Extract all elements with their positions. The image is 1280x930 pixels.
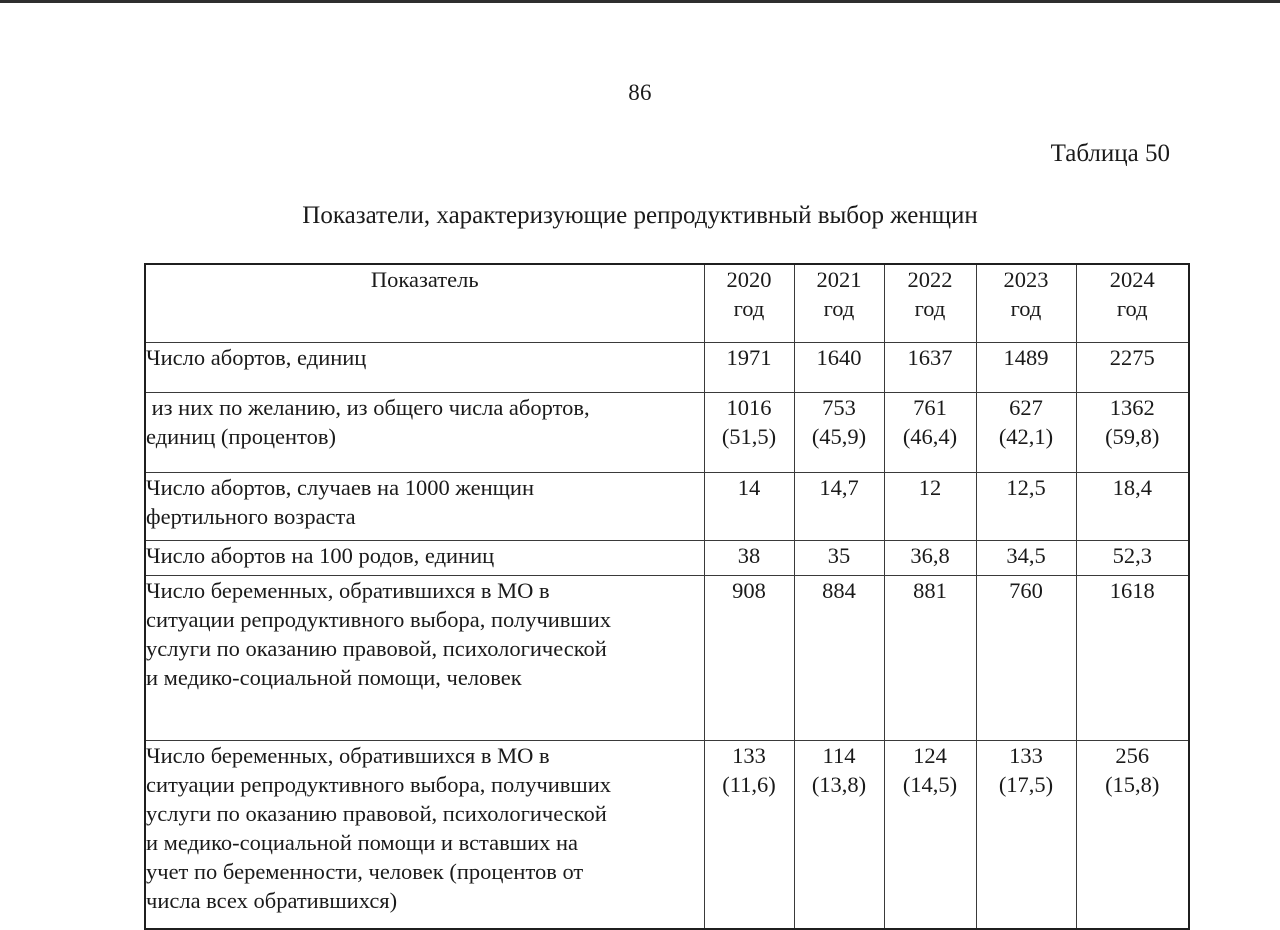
value-main: 908	[732, 578, 766, 603]
row-label-line: услуги по оказанию правовой, психологической	[146, 801, 607, 826]
indicators-table	[144, 263, 1190, 930]
value-main: 1618	[1109, 578, 1155, 603]
row-value-2022	[884, 541, 976, 576]
value-main: 18,4	[1112, 475, 1152, 500]
value-main: 52,3	[1112, 543, 1152, 568]
value-main: 1016	[726, 395, 772, 420]
column-header-year-2022	[884, 264, 976, 343]
row-value-2023	[976, 473, 1076, 541]
row-label	[145, 741, 704, 929]
row-value-2023	[976, 541, 1076, 576]
table-row	[145, 473, 1189, 541]
value-percent: (51,5)	[721, 424, 777, 449]
row-value-2021	[794, 393, 884, 473]
row-value-2020	[704, 473, 794, 541]
table-container	[144, 263, 1188, 930]
row-value-2024	[1076, 741, 1189, 929]
row-value-2020	[704, 541, 794, 576]
row-label	[145, 473, 704, 541]
table-row	[145, 393, 1189, 473]
value-main: 36,8	[910, 543, 950, 568]
row-value-2023	[976, 741, 1076, 929]
column-header-year-2021-unit: год	[823, 296, 855, 321]
value-main: 14,7	[819, 475, 859, 500]
row-label-line: ситуации репродуктивного выбора, получивших	[146, 607, 612, 632]
row-value-2021	[794, 541, 884, 576]
row-value-2020	[704, 343, 794, 393]
row-label-line: Число беременных, обратившихся в МО в	[146, 743, 550, 768]
value-main: 35	[827, 543, 851, 568]
row-label-line: и медико-социальной помощи, человек	[146, 665, 522, 690]
value-main: 2275	[1109, 345, 1155, 370]
value-main: 38	[737, 543, 761, 568]
column-header-year-2021	[794, 264, 884, 343]
page-number: 86	[628, 80, 652, 105]
column-header-year-2020-number: 2020	[726, 267, 772, 292]
column-header-year-2022-number: 2022	[907, 267, 953, 292]
row-label-line: Число абортов, единиц	[146, 345, 367, 370]
value-percent: (14,5)	[902, 772, 958, 797]
value-main: 761	[913, 395, 947, 420]
row-value-2024	[1076, 473, 1189, 541]
value-main: 760	[1009, 578, 1043, 603]
column-header-indicator: Показатель	[145, 264, 704, 343]
table-row	[145, 343, 1189, 393]
column-header-year-2024-unit: год	[1116, 296, 1148, 321]
value-main: 884	[822, 578, 856, 603]
value-main: 124	[913, 743, 947, 768]
value-percent: (59,8)	[1105, 424, 1160, 449]
row-value-2021	[794, 741, 884, 929]
value-percent: (46,4)	[902, 424, 958, 449]
row-value-2021	[794, 343, 884, 393]
value-main: 114	[822, 743, 856, 768]
value-main: 1637	[907, 345, 953, 370]
value-main: 12,5	[1006, 475, 1046, 500]
value-percent: (11,6)	[722, 772, 776, 797]
value-percent: (15,8)	[1105, 772, 1160, 797]
row-label-line: из них по желанию, из общего числа абортов,	[146, 395, 590, 420]
row-value-2021	[794, 576, 884, 741]
row-label	[145, 576, 704, 741]
row-label-line: ситуации репродуктивного выбора, получивших	[146, 772, 612, 797]
value-main: 627	[1009, 395, 1043, 420]
table-row	[145, 576, 1189, 741]
row-value-2022	[884, 741, 976, 929]
value-percent: (42,1)	[998, 424, 1054, 449]
column-header-year-2023	[976, 264, 1076, 343]
column-header-year-2024-number: 2024	[1109, 267, 1155, 292]
row-value-2020	[704, 741, 794, 929]
row-value-2024	[1076, 343, 1189, 393]
value-main: 753	[822, 395, 856, 420]
row-value-2022	[884, 576, 976, 741]
row-value-2022	[884, 393, 976, 473]
row-value-2020	[704, 576, 794, 741]
value-percent: (13,8)	[811, 772, 867, 797]
row-value-2022	[884, 343, 976, 393]
row-label-line: Число беременных, обратившихся в МО в	[146, 578, 550, 603]
row-label-line: числа всех обратившихся)	[146, 888, 398, 913]
value-main: 1640	[816, 345, 862, 370]
value-main: 133	[1009, 743, 1043, 768]
row-label	[145, 343, 704, 393]
row-label	[145, 393, 704, 473]
table-caption-number: Таблица 50	[1050, 140, 1170, 167]
column-header-year-2022-unit: год	[914, 296, 946, 321]
table-row	[145, 741, 1189, 929]
table-row	[145, 541, 1189, 576]
column-header-year-2020-unit: год	[733, 296, 765, 321]
row-value-2024	[1076, 576, 1189, 741]
row-value-2023	[976, 343, 1076, 393]
value-main: 12	[918, 475, 942, 500]
row-value-2021	[794, 473, 884, 541]
value-percent: (45,9)	[811, 424, 867, 449]
value-main: 1971	[726, 345, 772, 370]
row-value-2022	[884, 473, 976, 541]
value-main: 1362	[1109, 395, 1155, 420]
value-main: 133	[732, 743, 766, 768]
row-value-2024	[1076, 393, 1189, 473]
value-main: 256	[1115, 743, 1150, 768]
row-value-2020	[704, 393, 794, 473]
row-label	[145, 541, 704, 576]
row-value-2023	[976, 576, 1076, 741]
row-label-line: учет по беременности, человек (процентов от	[146, 859, 584, 884]
row-value-2024	[1076, 541, 1189, 576]
value-main: 1489	[1003, 345, 1049, 370]
column-header-year-2024	[1076, 264, 1189, 343]
column-header-year-2023-unit: год	[1010, 296, 1042, 321]
value-main: 881	[913, 578, 947, 603]
row-value-2023	[976, 393, 1076, 473]
row-label-line: услуги по оказанию правовой, психологической	[146, 636, 607, 661]
row-label-line: фертильного возраста	[146, 504, 356, 529]
column-header-year-2020	[704, 264, 794, 343]
row-label-line: единиц (процентов)	[146, 424, 336, 449]
table-header-row	[145, 264, 1189, 343]
row-label-line: Число абортов, случаев на 1000 женщин	[146, 475, 535, 500]
value-main: 34,5	[1006, 543, 1046, 568]
column-header-year-2021-number: 2021	[816, 267, 862, 292]
row-label-line: Число абортов на 100 родов, единиц	[146, 543, 495, 568]
value-percent: (17,5)	[998, 772, 1054, 797]
page-title: Показатели, характеризующие репродуктивный выбор женщин	[302, 202, 978, 229]
column-header-year-2023-number: 2023	[1003, 267, 1049, 292]
row-label-line: и медико-социальной помощи и вставших на	[146, 830, 579, 855]
value-main: 14	[737, 475, 761, 500]
